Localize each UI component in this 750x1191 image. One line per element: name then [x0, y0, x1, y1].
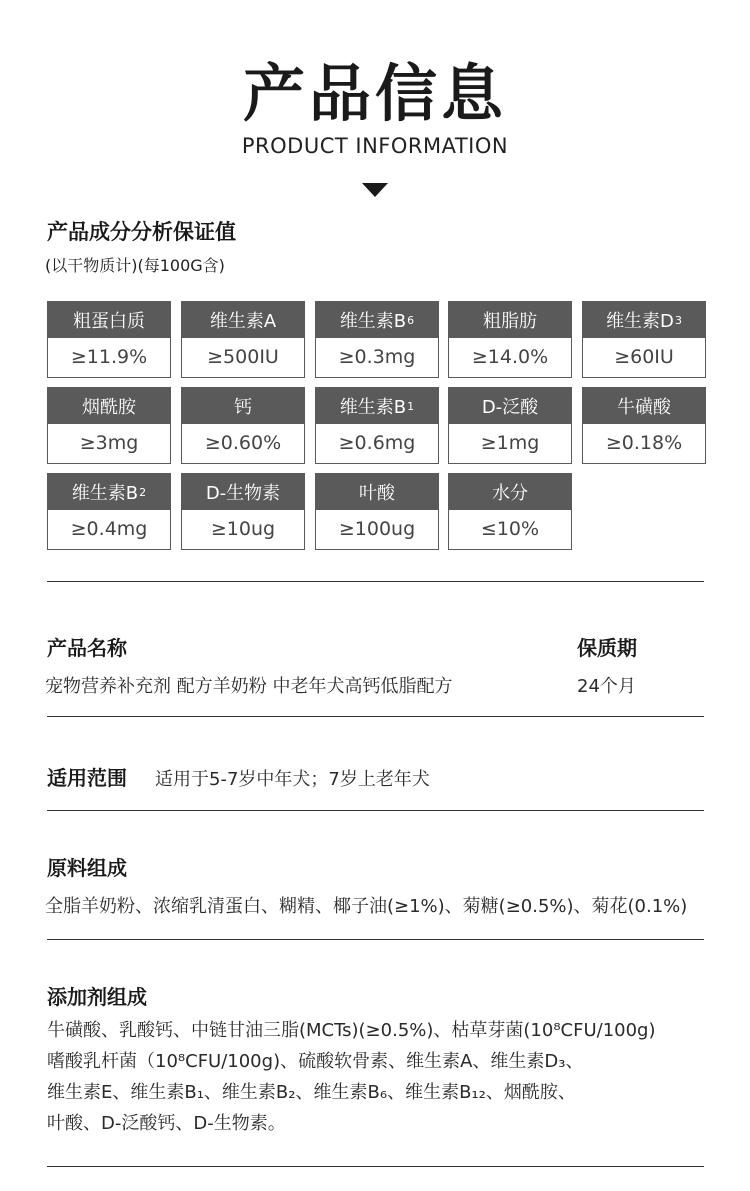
additives-line-2: 嗜酸乳杆菌（10⁸CFU/100g)、硫酸软骨素、维生素A、维生素D₃、 [47, 1051, 584, 1072]
additives-heading: 添加剂组成 [47, 985, 147, 1009]
nutrient-name-text: 维生素B [339, 311, 407, 332]
nutrient-name [48, 302, 170, 338]
analysis-heading: 产品成分分析保证值 [47, 220, 236, 244]
nutrient-value: ≥14.0% [471, 346, 549, 368]
nutrient-name [182, 302, 304, 338]
nutrient-name [316, 302, 438, 338]
additives-text [47, 1015, 727, 1139]
nutrient-value: ≥500IU [207, 346, 279, 368]
nutrient-cell [315, 473, 439, 550]
nutrient-cell [315, 387, 439, 464]
nutrient-value: ≥3mg [79, 432, 139, 454]
nutrient-name-subscript: 6 [407, 313, 415, 327]
nutrient-name [182, 474, 304, 510]
nutrient-name [449, 302, 571, 338]
nutrient-name-text: 烟酰胺 [82, 397, 136, 418]
scope-value: 适用于5-7岁中年犬；7岁上老年犬 [155, 769, 430, 790]
product-name-value: 宠物营养补充剂 配方羊奶粉 中老年犬高钙低脂配方 [45, 676, 453, 697]
nutrient-grid [47, 301, 707, 551]
scope-label: 适用范围 [47, 766, 127, 790]
nutrient-cell [448, 387, 572, 464]
nutrient-cell [181, 473, 305, 550]
nutrient-name [583, 388, 705, 424]
nutrient-name [449, 388, 571, 424]
nutrient-value: ≥11.9% [70, 346, 148, 368]
nutrient-name [316, 388, 438, 424]
nutrient-value: ≥0.3mg [338, 346, 416, 368]
nutrient-value: ≥0.4mg [70, 518, 148, 540]
nutrient-name-subscript: 2 [139, 485, 147, 499]
nutrient-name-text: 维生素B [339, 397, 407, 418]
nutrient-cell [582, 387, 706, 464]
divider [47, 810, 704, 811]
nutrient-cell [47, 473, 171, 550]
divider [47, 939, 704, 940]
nutrient-name [48, 474, 170, 510]
nutrient-value: ≥100ug [338, 518, 416, 540]
nutrient-cell [181, 387, 305, 464]
nutrient-name-text: 维生素D [606, 311, 674, 332]
nutrient-name-text: 水分 [492, 483, 528, 504]
divider [47, 716, 704, 717]
nutrient-name [182, 388, 304, 424]
nutrient-value: ≥10ug [210, 518, 276, 540]
nutrient-cell [47, 387, 171, 464]
down-triangle-icon [362, 183, 388, 197]
page-title: 产品信息 [242, 57, 507, 130]
nutrient-value: ≥0.6mg [338, 432, 416, 454]
divider [47, 581, 704, 582]
nutrient-name-text: 钙 [234, 397, 252, 418]
nutrient-name [48, 388, 170, 424]
additives-line-4: 叶酸、D-泛酸钙、D-生物素。 [47, 1113, 286, 1134]
nutrient-cell [47, 301, 171, 378]
nutrient-value: ≥0.60% [204, 432, 282, 454]
nutrient-value: ≥60IU [614, 346, 674, 368]
nutrient-name-text: 维生素A [209, 311, 277, 332]
nutrient-name-text: 牛磺酸 [617, 397, 671, 418]
ingredients-heading: 原料组成 [47, 856, 127, 880]
nutrient-name [449, 474, 571, 510]
nutrient-name-text: D-生物素 [205, 483, 281, 504]
nutrient-name-text: 粗脂肪 [483, 311, 537, 332]
nutrient-name-text: 维生素B [71, 483, 139, 504]
ingredients-text: 全脂羊奶粉、浓缩乳清蛋白、糊精、椰子油(≥1%)、菊糖(≥0.5%)、菊花(0.1%) [45, 896, 688, 917]
nutrient-cell [181, 301, 305, 378]
nutrient-cell [315, 301, 439, 378]
shelf-life-label: 保质期 [577, 636, 637, 660]
nutrient-cell [582, 301, 706, 378]
nutrient-value: ≥0.18% [605, 432, 683, 454]
product-name-label: 产品名称 [47, 636, 127, 660]
additives-line-3: 维生素E、维生素B₁、维生素B₂、维生素B₆、维生素B₁₂、烟酰胺、 [47, 1082, 576, 1103]
shelf-life-value: 24个月 [577, 676, 636, 697]
nutrient-name [316, 474, 438, 510]
nutrient-value: ≤10% [480, 518, 540, 540]
nutrient-cell [448, 301, 572, 378]
nutrient-cell [448, 473, 572, 550]
page-subtitle: PRODUCT INFORMATION [241, 134, 509, 158]
nutrient-name-text: 叶酸 [359, 483, 395, 504]
nutrient-name-text: D-泛酸 [481, 397, 539, 418]
divider [47, 1166, 704, 1167]
nutrient-name-subscript: 3 [674, 313, 682, 327]
nutrient-name-text: 粗蛋白质 [73, 311, 145, 332]
nutrient-value: ≥1mg [480, 432, 540, 454]
analysis-note: (以干物质计)(每100G含) [45, 256, 225, 275]
nutrient-name-subscript: 1 [407, 399, 415, 413]
nutrient-name [583, 302, 705, 338]
additives-line-1: 牛磺酸、乳酸钙、中链甘油三脂(MCTs)(≥0.5%)、枯草芽菌(10⁸CFU/100g) [47, 1020, 656, 1041]
